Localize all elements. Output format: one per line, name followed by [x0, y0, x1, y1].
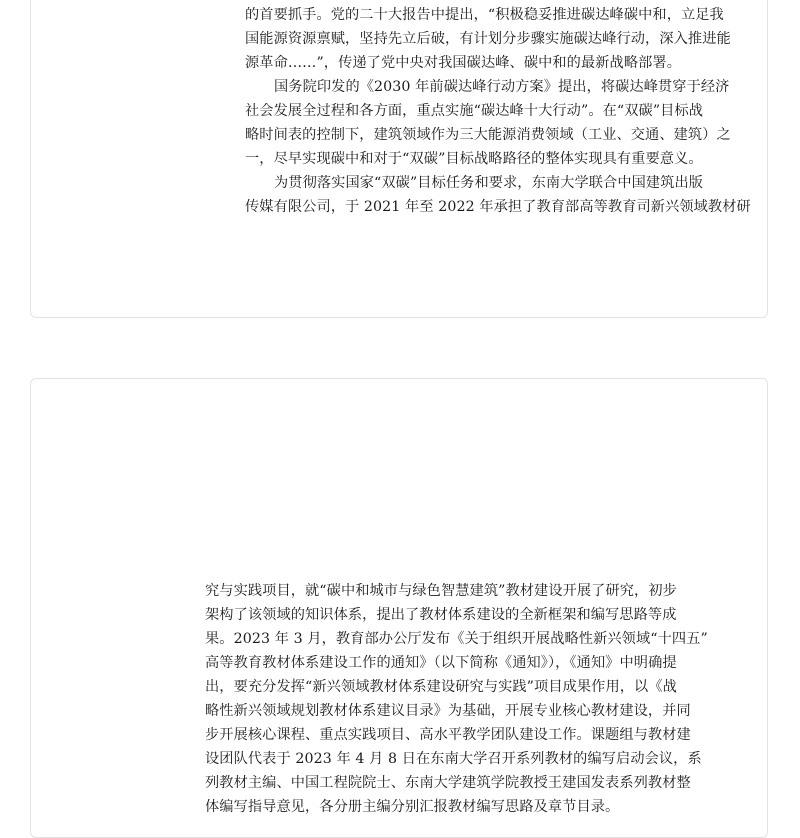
text-line: 一，尽早实现碳中和对于“双碳”目标战略路径的整体实现具有重要意义。: [245, 151, 703, 167]
text-line: 列教材主编、中国工程院院士、东南大学建筑学院教授王建国发表系列教材整: [205, 775, 691, 791]
text-line: 出，要充分发挥“新兴领域教材体系建设研究与实践”项目成果作用，以《战: [205, 679, 677, 695]
text-line: 为贯彻落实国家“双碳”目标任务和要求，东南大学联合中国建筑出版: [274, 175, 704, 191]
text-line: 步开展核心课程、重点实践项目、高水平教学团队建设工作。课题组与教材建: [205, 727, 691, 743]
text-line: 国能源资源禀赋，坚持先立后破，有计划分步骤实施碳达峰行动，深入推进能: [245, 31, 731, 47]
document-page-top: [30, 0, 768, 318]
text-line: 的首要抓手。党的二十大报告中提出，“积极稳妥推进碳达峰碳中和，立足我: [245, 7, 724, 23]
document-page-bottom: [30, 378, 768, 838]
text-line: 高等教育教材体系建设工作的通知》（以下简称《通知》），《通知》中明确提: [205, 655, 677, 671]
page-top-text: [245, 3, 751, 219]
page-bottom-text: [205, 579, 708, 819]
text-line: 究与实践项目，就“碳中和城市与绿色智慧建筑”教材建设开展了研究，初步: [205, 583, 677, 599]
text-line: 传媒有限公司，于 2021 年至 2022 年承担了教育部高等教育司新兴领域教材研: [245, 199, 751, 215]
text-line: 架构了该领域的知识体系，提出了教材体系建设的全新框架和编写思路等成: [205, 607, 677, 623]
text-line: 设团队代表于 2023 年 4 月 8 日在东南大学召开系列教材的编写启动会议，系: [205, 751, 702, 767]
text-line: 略性新兴领域规划教材体系建议目录》为基础，开展专业核心教材建设，并同: [205, 703, 691, 719]
text-line: 略时间表的控制下，建筑领域作为三大能源消费领域（工业、交通、建筑）之: [245, 127, 731, 143]
text-line: 体编写指导意见，各分册主编分别汇报教材编写思路及章节目录。: [205, 799, 620, 815]
text-line: 果。2023 年 3 月，教育部办公厅发布《关于组织开展战略性新兴领域“十四五”: [205, 631, 708, 647]
text-line: 源革命……”，传递了党中央对我国碳达峰、碳中和的最新战略部署。: [245, 55, 681, 71]
text-line: 社会发展全过程和各方面，重点实施“碳达峰十大行动”。在“双碳”目标战: [245, 103, 704, 119]
text-line: 国务院印发的《2030 年前碳达峰行动方案》提出，将碳达峰贯穿于经济: [274, 79, 730, 95]
